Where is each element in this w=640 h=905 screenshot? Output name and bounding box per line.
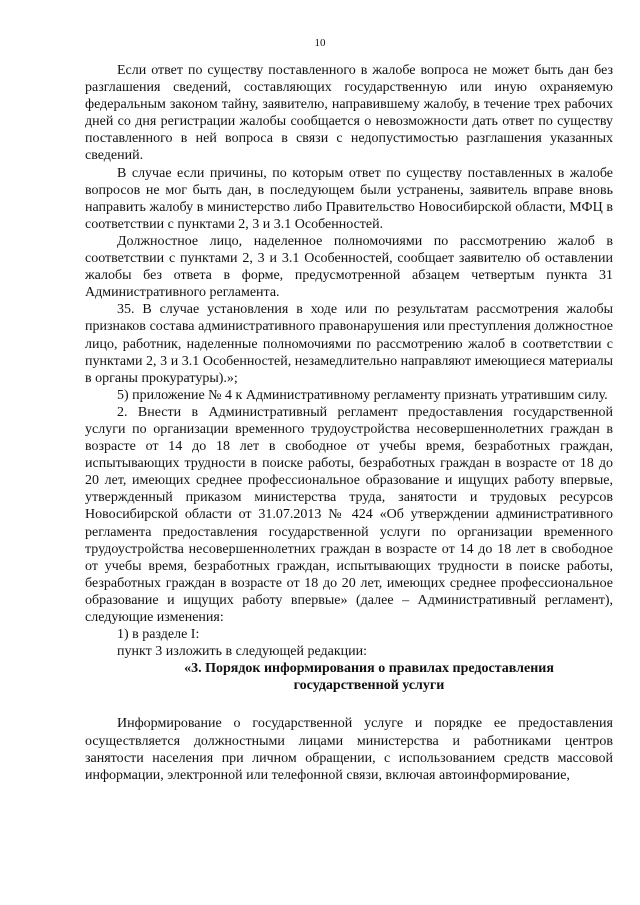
section-heading-line-1: «3. Порядок информирования о правилах предоставления [184, 661, 554, 677]
blank-line [85, 694, 613, 715]
paragraph-amendment-2: 2. Внести в Административный регламент предоставления государственной услуги по организации временного трудоустройства несовершеннолетних граждан в возрасте от 14 до 18 лет в свободное от учебы время, безработных граждан, испытывающих трудности в поиске работы, безработных граждан в возрасте от 18 до 20 лет, имеющих среднее профессиональное образование и ищущих работу впервые, утвержденный приказом министерства труда, занятости и трудовых ресурсов Новосибирской области от 31.07.2013 № 424 «Об утверждении административного регламента предоставления государственной услуги по организации временного трудоустройства несовершеннолетних граждан в возрасте от 14 до 18 лет в свободное от учебы время, безработных граждан, испытывающих трудности в поиске работы, безработных граждан в возрасте от 18 до 20 лет, имеющих среднее профессиональное образование и ищущих работу впервые» (далее – Административный регламент), следующие изменения: [85, 404, 613, 625]
paragraph-item-35: 35. В случае установления в ходе или по результатам рассмотрения жалобы признаков состава административного правонарушения или преступления должностное лицо, работник, наделенные полномочиями по рассмотрению жалоб в соответствии с пунктами 2, 3 и 3.1 Особенностей, незамедлительно направляют имеющиеся материалы в органы прокуратуры).»; [85, 302, 613, 386]
document-body [85, 62, 613, 784]
page-number: 10 [314, 37, 326, 49]
paragraph-appendix-4: 5) приложение № 4 к Административному регламенту признать утратившим силу. [117, 387, 608, 403]
paragraph-section-1: 1) в разделе I: [117, 627, 200, 643]
paragraph-disclosure: Если ответ по существу поставленного в жалобе вопроса не может быть дан без разглашения сведений, составляющих государственную или иную охраняемую федеральным законом тайну, заявителю, направившему жалобу, в течение трех рабочих дней со дня регистрации жалобы сообщается о невозможности дать ответ по существу поставленного в ней вопроса в связи с недопустимостью разглашения указанных сведений. [85, 63, 613, 164]
paragraph-item-3: пункт 3 изложить в следующей редакции: [117, 644, 367, 660]
paragraph-resubmit: В случае если причины, по которым ответ по существу поставленных в жалобе вопросов не мог быть дан, в последующем были устранены, заявитель вправе вновь направить жалобу в министерство либо Правительство Новосибирской области, МФЦ в соответствии с пунктами 2, 3 и 3.1 Особенностей. [85, 165, 613, 232]
paragraph-informing: Информирование о государственной услуге и порядке ее предоставления осуществляется должностными лицами министерства и работниками центров занятости населения при личном обращении, с использованием средств массовой информации, электронной или телефонной связи, включая автоинформирование, [85, 716, 613, 783]
section-heading-line-2: государственной услуги [293, 678, 445, 694]
paragraph-official-notice: Должностное лицо, наделенное полномочиями по рассмотрению жалоб в соответствии с пунктами 2, 3 и 3.1 Особенностей, сообщает заявителю об оставлении жалобы без ответа в форме, предусмотренной абзацем четвертым пункта 31 Административного регламента. [85, 233, 613, 301]
